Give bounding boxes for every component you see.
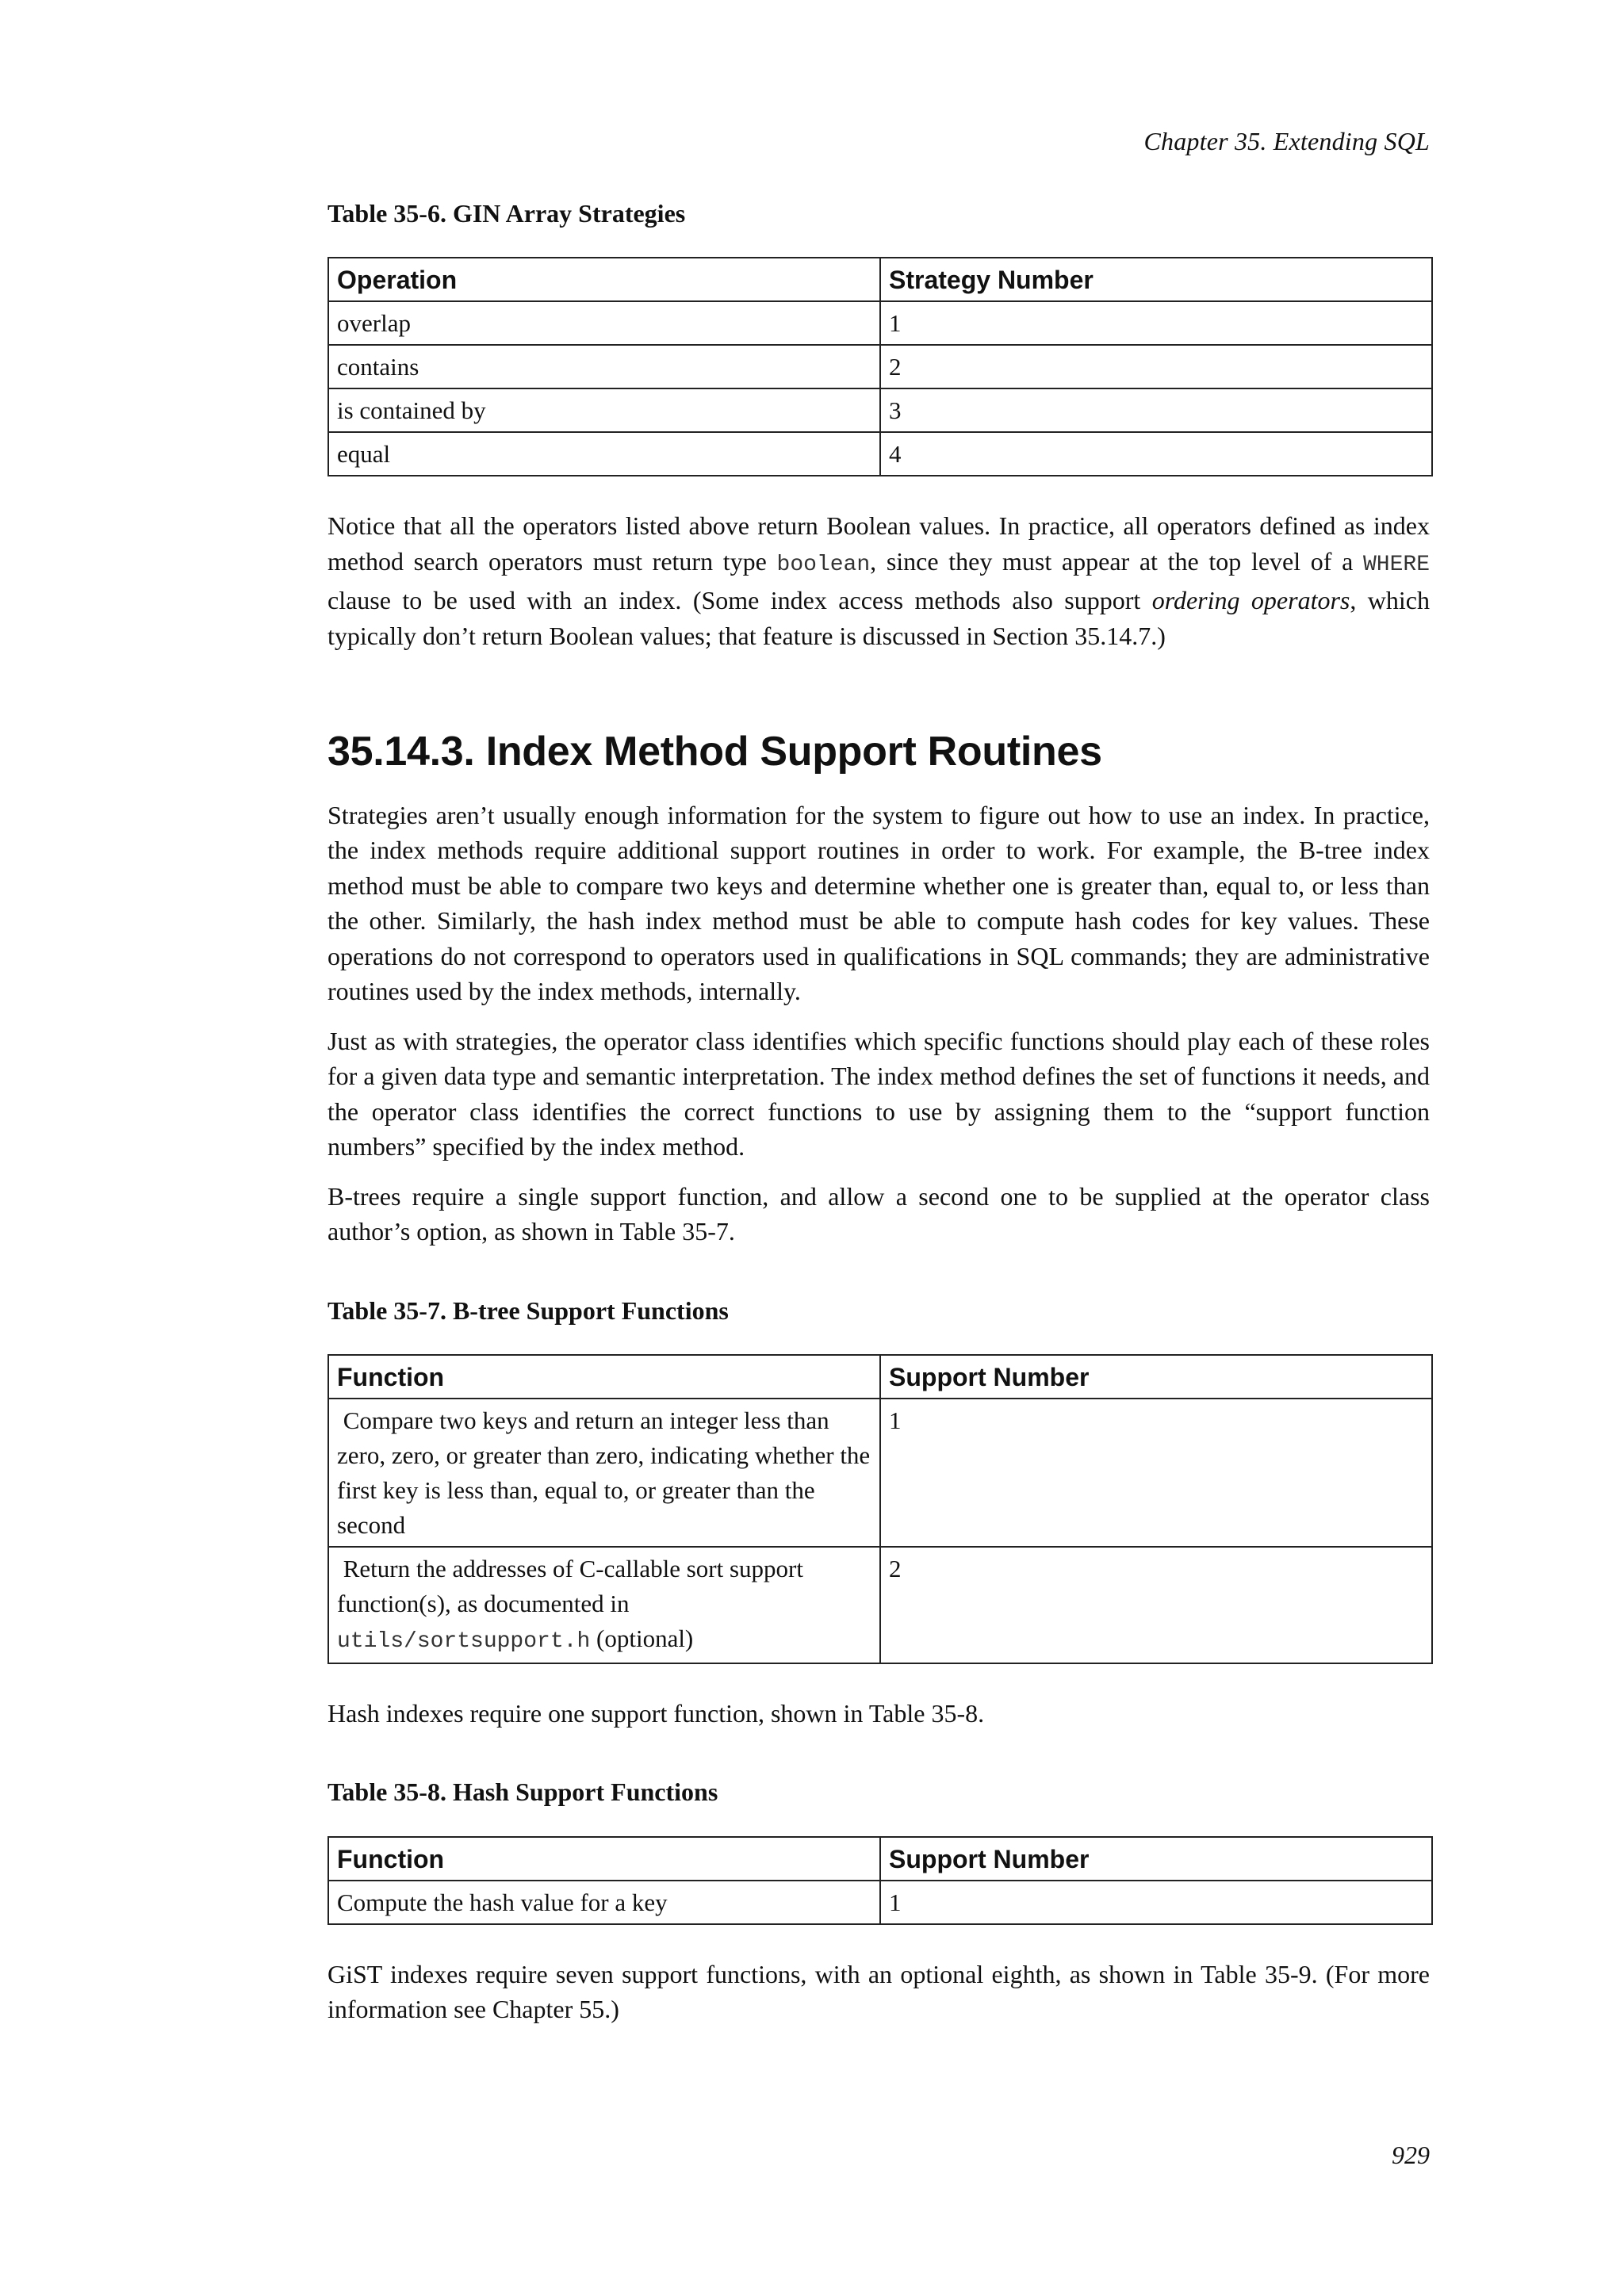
text-run: Notice that all the operators listed above return Boolean values. In practice, all operators defined as index method search operators must return type	[327, 511, 1430, 576]
table-row	[328, 301, 1432, 345]
column-header-function: Function	[328, 1837, 880, 1881]
text-run: (optional)	[590, 1624, 694, 1652]
text-run: , which typically don’t return Boolean values; that feature is discussed in Section 35.14.7.)	[327, 586, 1431, 650]
table-row	[328, 1399, 1432, 1547]
text-run: clause to be used with an index. (Some index access methods also support	[327, 586, 1152, 615]
inline-code-sortsupport: utils/sortsupport.h	[337, 1628, 591, 1654]
table-35-8-caption: Table 35-8. Hash Support Functions	[327, 1777, 718, 1807]
page-content	[327, 119, 1430, 2042]
table-cell: overlap	[328, 301, 880, 345]
inline-code-boolean: boolean	[776, 552, 871, 577]
table-cell: 2	[880, 345, 1432, 388]
table-cell	[328, 1547, 880, 1663]
table-cell: equal	[328, 432, 880, 476]
table-35-6	[327, 257, 1433, 476]
text-run: , since they must appear at the top level of a	[870, 546, 1363, 576]
table-35-6-caption: Table 35-6. GIN Array Strategies	[327, 199, 686, 228]
table-cell: 4	[880, 432, 1432, 476]
table-35-7-caption: Table 35-7. B-tree Support Functions	[327, 1295, 729, 1325]
table-row	[328, 432, 1432, 476]
table-cell: 1	[880, 1399, 1432, 1547]
emphasis-ordering-operators: ordering operators	[1151, 586, 1350, 615]
table-cell: contains	[328, 345, 880, 388]
paragraph-hash: Hash indexes require one support function, shown in Table 35-8.	[327, 1698, 985, 1728]
running-header: Chapter 35. Extending SQL	[1143, 127, 1430, 155]
inline-code-where: WHERE	[1363, 552, 1431, 577]
paragraph-just-as: Just as with strategies, the operator class identifies which specific functions should play each of these roles for a given data type and semantic interpretation. The index method defines the set of functions it needs, and the operator class identifies the correct functions to use by assigning them to the “support function numbers” specified by the index method.	[327, 1026, 1430, 1161]
table-row	[328, 345, 1432, 388]
paragraph-gist: GiST indexes require seven support functions, with an optional eighth, as shown in Table 35-9. (For more information see Chapter 55.)	[327, 1959, 1430, 2024]
paragraph-btrees: B-trees require a single support function, and allow a second one to be supplied at the operator class author’s option, as shown in Table 35-7.	[327, 1181, 1430, 1246]
table-35-8	[327, 1836, 1433, 1925]
table-35-7	[327, 1354, 1433, 1664]
page-number: 929	[1392, 2141, 1430, 2169]
column-header-support-number: Support Number	[880, 1355, 1432, 1399]
table-cell: 1	[880, 301, 1432, 345]
column-header-operation: Operation	[328, 258, 880, 301]
paragraph-strategies: Strategies aren’t usually enough information for the system to figure out how to use an index. In practice, the index methods require additional support routines in order to work. For example, the B-tree index method must be able to compare two keys and determine whether one is greater than, equal to, or less than the other. Similarly, the hash index method must be able to compute hash codes for key values. These operations do not correspond to operators used in qualifications in SQL commands; they are administrative routines used by the index methods, internally.	[327, 800, 1430, 1006]
table-cell: is contained by	[328, 388, 880, 432]
table-cell: 2	[880, 1547, 1432, 1663]
column-header-strategy-number: Strategy Number	[880, 258, 1432, 301]
table-cell: 1	[880, 1881, 1432, 1924]
table-row	[328, 388, 1432, 432]
table-cell: Compare two keys and return an integer less than zero, zero, or greater than zero, indicating whether the first key is less than, equal to, or greater than the second	[328, 1399, 880, 1547]
column-header-function: Function	[328, 1355, 880, 1399]
table-cell: 3	[880, 388, 1432, 432]
table-cell: Compute the hash value for a key	[328, 1881, 880, 1924]
table-header-row	[328, 1355, 1432, 1399]
table-row	[328, 1547, 1432, 1663]
table-row	[328, 1881, 1432, 1924]
table-header-row	[328, 258, 1432, 301]
table-header-row	[328, 1837, 1432, 1881]
text-run: Return the addresses of C-callable sort support function(s), as documented in	[337, 1554, 810, 1617]
column-header-support-number: Support Number	[880, 1837, 1432, 1881]
paragraph-notice	[327, 508, 1430, 653]
section-heading: 35.14.3. Index Method Support Routines	[327, 729, 1102, 775]
